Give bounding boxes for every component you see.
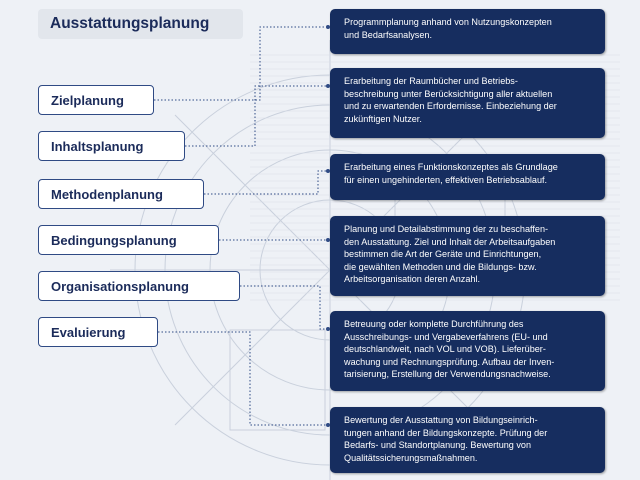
desc-line: Arbeitsorganisation deren Anzahl. <box>344 274 480 284</box>
description-bedingungsplanung <box>330 216 605 296</box>
title-box <box>38 9 243 39</box>
desc-line: für einen ungehinderten, effektiven Betriebsablauf. <box>344 174 548 185</box>
desc-line: zukünftigen Nutzer. <box>344 113 422 124</box>
desc-line: den Ausstattung. Ziel und Inhalt der Arbeitsaufgaben <box>344 236 556 247</box>
desc-line: wachung und Rechnungsprüfung. Aufbau der Inven- <box>344 356 555 367</box>
desc-line: beschreibung unter Berücksichtigung aller aktuellen <box>344 88 553 99</box>
step-label: Organisationsplanung <box>51 278 189 294</box>
description-evaluierung <box>330 407 605 473</box>
desc-line: Erarbeitung eines Funktionskonzeptes als Grundlage <box>344 162 558 172</box>
desc-line: Bedarfs- und Standortplanung. Bewertung von <box>344 440 532 450</box>
step-organisationsplanung <box>38 271 240 301</box>
desc-line: Qualitätssicherungsmaßnahmen. <box>344 452 478 463</box>
desc-line: Betreuung oder komplette Durchführung des <box>344 319 524 329</box>
desc-line: Erarbeitung der Raumbücher und Betriebs- <box>344 76 518 86</box>
desc-line: tarisierung, Erstellung der Verwendungsnachweise. <box>344 369 551 379</box>
desc-line: und Bedarfsanalysen. <box>344 29 432 40</box>
description-zielplanung <box>330 9 605 54</box>
desc-line: Ausschreibungs- und Vergabeverfahrens (EU- und <box>344 331 548 342</box>
desc-line: deutschlandweit, nach VOL und VOB). Lieferüber- <box>344 344 546 354</box>
step-label: Zielplanung <box>51 92 124 108</box>
step-label: Bedingungsplanung <box>51 232 177 248</box>
step-inhaltsplanung <box>38 131 185 161</box>
step-label: Inhaltsplanung <box>51 138 144 154</box>
page-title: Ausstattungsplanung <box>50 15 210 32</box>
desc-line: Bewertung der Ausstattung von Bildungseinrich- <box>344 415 538 425</box>
description-inhaltsplanung <box>330 68 605 138</box>
desc-line: und zu erwartenden Erfordernisse. Einbeziehung der <box>344 101 557 111</box>
step-label: Evaluierung <box>51 324 126 340</box>
step-zielplanung <box>38 85 154 115</box>
desc-line: bestimmen die Art der Geräte und Einrichtungen, <box>344 249 542 259</box>
step-label: Methodenplanung <box>51 186 163 202</box>
desc-line: die gewählten Methoden und die Bildungs- bzw. <box>344 261 537 272</box>
step-evaluierung <box>38 317 158 347</box>
step-bedingungsplanung <box>38 225 219 255</box>
description-bedingungsplanung-vergabe <box>330 311 605 391</box>
description-methodenplanung <box>330 154 605 200</box>
desc-line: tungen anhand der Bildungskonzepte. Prüfung der <box>344 427 548 438</box>
step-methodenplanung <box>38 179 204 209</box>
desc-line: Planung und Detailabstimmung der zu beschaffen- <box>344 224 549 234</box>
desc-line: Programmplanung anhand von Nutzungskonzepten <box>344 17 552 27</box>
